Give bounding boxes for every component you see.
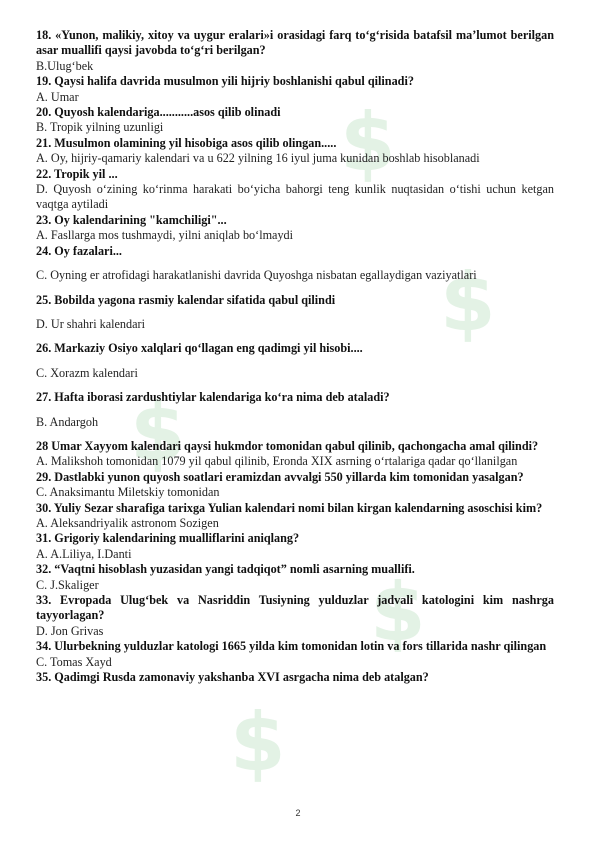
svg-text:$: $	[370, 566, 426, 659]
question-text: 28 Umar Xayyom kalendari qaysi hukmdor tomonidan qabul qilinib, qachongacha amal qilindi?	[36, 438, 539, 453]
question-item	[36, 105, 554, 136]
question-item	[36, 501, 554, 532]
answer-text: D. Jon Grivas	[36, 623, 104, 638]
question-text: 25. Bobilda yagona rasmiy kalendar sifatida qabul qilindi	[36, 292, 336, 307]
question-text: 32. “Vaqtni hisoblash yuzasidan yangi tadqiqot” nomli asarning muallifi.	[36, 562, 415, 577]
answer-text: C. Oyning er atrofidagi harakatlanishi davrida Quyoshga nisbatan egallaydigan vaziyatlari	[36, 268, 477, 283]
question-text: 33. Evropada Ulug‘bek va Nasriddin Tusiyning yulduzlar jadvali katologini kim nashrga tayyorlagan?	[36, 593, 554, 623]
answer-text: B. Andargoh	[36, 414, 99, 429]
question-item	[36, 470, 554, 501]
spacer	[36, 357, 554, 366]
question-text: 18. «Yunon, malikiy, xitoy va uygur eralari»i orasidagi farq to‘g‘risida batafsil ma’lumot berilgan asar muallifi qaysi javobda to‘g‘ri berilgan?	[36, 28, 554, 58]
question-item	[36, 593, 554, 639]
question-item	[36, 244, 554, 284]
question-text: 22. Tropik yil ...	[36, 166, 118, 181]
question-text: 31. Grigoriy kalendarining mualliflarini aniqlang?	[36, 531, 300, 546]
answer-text: A. A.Liliya, I.Danti	[36, 546, 132, 561]
spacer	[36, 381, 554, 390]
spacer	[36, 308, 554, 317]
question-item	[36, 562, 554, 593]
answer-text: A. Oy, hijriy-qamariy kalendari va u 622 yilning 16 iyul juma kunidan boshlab hisoblanadi	[36, 151, 480, 166]
spacer	[36, 259, 554, 268]
answer-text: C. Tomas Xayd	[36, 654, 112, 669]
question-text: 23. Oy kalendarining "kamchiligi"...	[36, 212, 227, 227]
question-item	[36, 213, 554, 244]
answer-text: B. Tropik yilning uzunligi	[36, 120, 164, 135]
watermark-icon	[220, 690, 286, 790]
question-text: 29. Dastlabki yunon quyosh soatlari eramizdan avvalgi 550 yillarda kim tomonidan yasalgan?	[36, 469, 524, 484]
question-text: 19. Qaysi halifa davrida musulmon yili hijriy boshlanishi qabul qilinadi?	[36, 74, 414, 89]
question-text: 24. Oy fazalari...	[36, 243, 122, 258]
svg-text:$: $	[440, 256, 496, 349]
question-list	[36, 28, 554, 685]
answer-text: A. Malikshoh tomonidan 1079 yil qabul qilinib, Eronda XIX asrning o‘rtalariga qadar qo‘llanilgan	[36, 454, 518, 469]
question-item	[36, 439, 554, 470]
question-item	[36, 28, 554, 74]
question-item	[36, 341, 554, 381]
question-text: 35. Qadimgi Rusda zamonaviy yakshanba XVI asrgacha nima deb atalgan?	[36, 670, 429, 685]
answer-text: A. Fasllarga mos tushmaydi, yilni aniqlab bo‘lmaydi	[36, 228, 294, 243]
question-text: 27. Hafta iborasi zardushtiylar kalendariga ko‘ra nima deb ataladi?	[36, 390, 390, 405]
answer-text: A. Umar	[36, 89, 79, 104]
svg-text:$: $	[340, 96, 396, 189]
answer-text: C. Anaksimantu Miletskiy tomonidan	[36, 485, 220, 500]
question-text: 34. Ulurbekning yulduzlar katologi 1665 yilda kim tomonidan lotin va fors tillarida nashr qilingan	[36, 639, 547, 654]
spacer	[36, 332, 554, 341]
question-item	[36, 390, 554, 430]
question-item	[36, 670, 554, 685]
answer-text: D. Quyosh o‘zining ko‘rinma harakati bo‘yicha bahorgi teng kunlik nuqtasidan o‘tishi uchun ketgan vaqtga aytiladi	[36, 182, 554, 212]
answer-text: C. Xorazm kalendari	[36, 365, 138, 380]
spacer	[36, 284, 554, 293]
answer-text: A. Aleksandriyalik astronom Sozigen	[36, 515, 219, 530]
question-item	[36, 74, 554, 105]
question-item	[36, 167, 554, 213]
question-text: 26. Markaziy Osiyo xalqlari qo‘llagan eng qadimgi yil hisobi....	[36, 341, 363, 356]
spacer	[36, 406, 554, 415]
svg-text:$: $	[130, 386, 186, 479]
question-text: 21. Musulmon olamining yil hisobiga asos qilib olingan.....	[36, 135, 337, 150]
question-item	[36, 639, 554, 670]
question-text: 20. Quyosh kalendariga...........asos qilib olinadi	[36, 105, 281, 120]
question-item	[36, 531, 554, 562]
question-item	[36, 136, 554, 167]
question-text: 30. Yuliy Sezar sharafiga tarixga Yulian kalendari nomi bilan kirgan kalendarning asoschisi kim?	[36, 500, 543, 515]
answer-text: D. Ur shahri kalendari	[36, 316, 145, 331]
spacer	[36, 430, 554, 439]
answer-text: B.Ulug‘bek	[36, 58, 94, 73]
page-number: 2	[295, 808, 301, 818]
answer-text: C. J.Skaliger	[36, 577, 99, 592]
svg-text:$: $	[230, 696, 286, 789]
question-item	[36, 293, 554, 333]
